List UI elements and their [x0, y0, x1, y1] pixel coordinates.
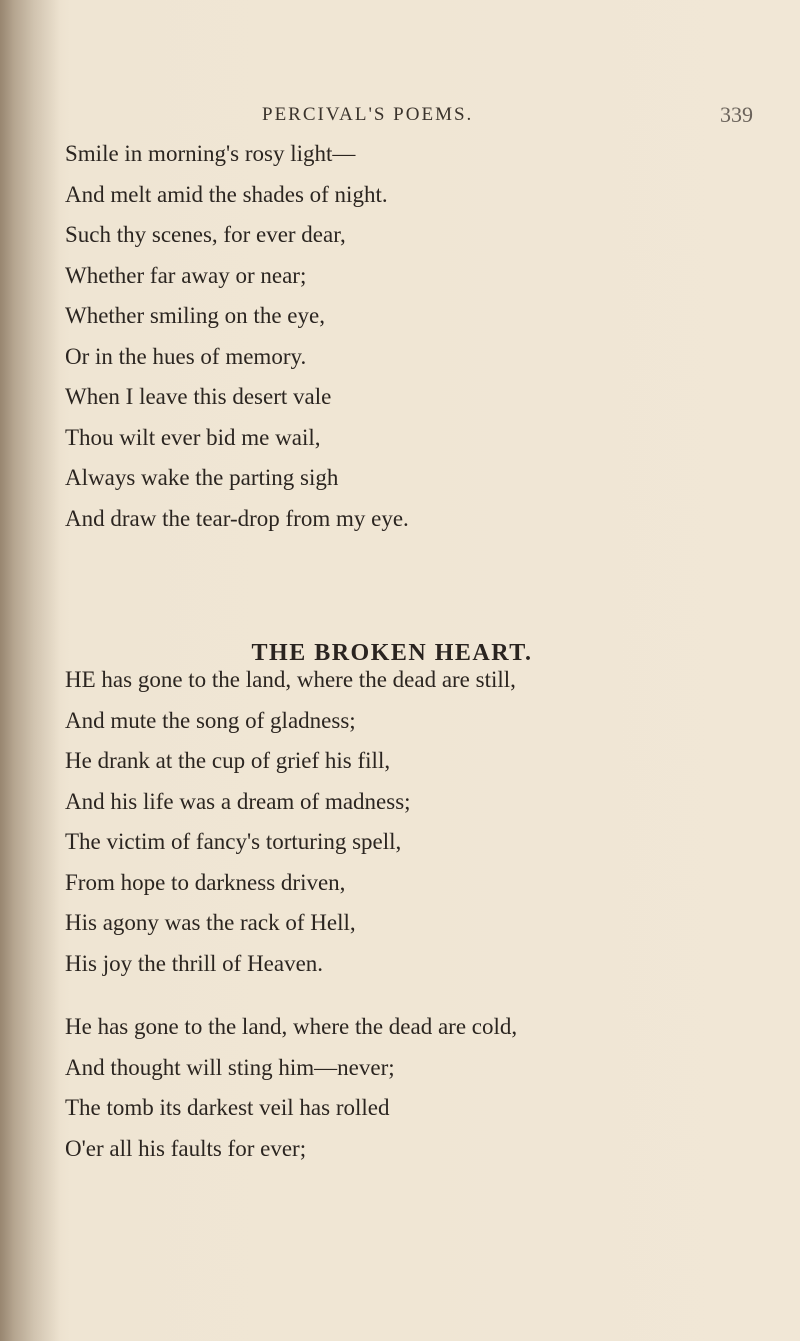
running-head: PERCIVAL'S POEMS. [262, 104, 474, 125]
poem-line: And his life was a dream of madness; [65, 788, 411, 814]
stanza-3 [65, 1007, 517, 1169]
poem-line: Whether far away or near; [65, 262, 307, 288]
poem-line: His joy the thrill of Heaven. [65, 950, 324, 976]
poem-line: His agony was the rack of Hell, [65, 910, 356, 935]
poem-line: Or in the hues of memory. [65, 343, 307, 369]
poem-line: And mute the song of gladness; [65, 707, 356, 733]
poem-line: And melt amid the shades of night. [65, 181, 388, 207]
poem-line: Always wake the parting sigh [65, 465, 339, 490]
poem-line: O'er all his faults for ever; [65, 1135, 307, 1161]
stanza-1 [65, 134, 409, 539]
poem-line: Whether smiling on the eye, [65, 303, 325, 328]
poem-line: Smile in morning's rosy light— [65, 141, 356, 166]
poem-line: And draw the tear-drop from my eye. [65, 505, 409, 531]
page-gutter-shadow [0, 0, 60, 1341]
poem-line: He drank at the cup of grief his fill, [65, 748, 391, 773]
poem-line: The tomb its darkest veil has rolled [65, 1095, 390, 1120]
poem-line: From hope to darkness driven, [65, 869, 346, 895]
poem-line: Thou wilt ever bid me wail, [65, 424, 321, 450]
poem-line: Such thy scenes, for ever dear, [65, 222, 346, 247]
poem-line: He has gone to the land, where the dead are cold, [65, 1014, 518, 1039]
page-number: 339 [720, 102, 753, 127]
stanza-2 [65, 660, 516, 984]
poem-line: When I leave this desert vale [65, 384, 332, 409]
poem-line: The victim of fancy's torturing spell, [65, 829, 402, 854]
poem-title-text: THE BROKEN HEART. [251, 640, 533, 666]
poem-line: HE has gone to the land, where the dead are still, [65, 667, 516, 692]
page-header [0, 104, 800, 134]
poem-line: And thought will sting him—never; [65, 1054, 395, 1080]
